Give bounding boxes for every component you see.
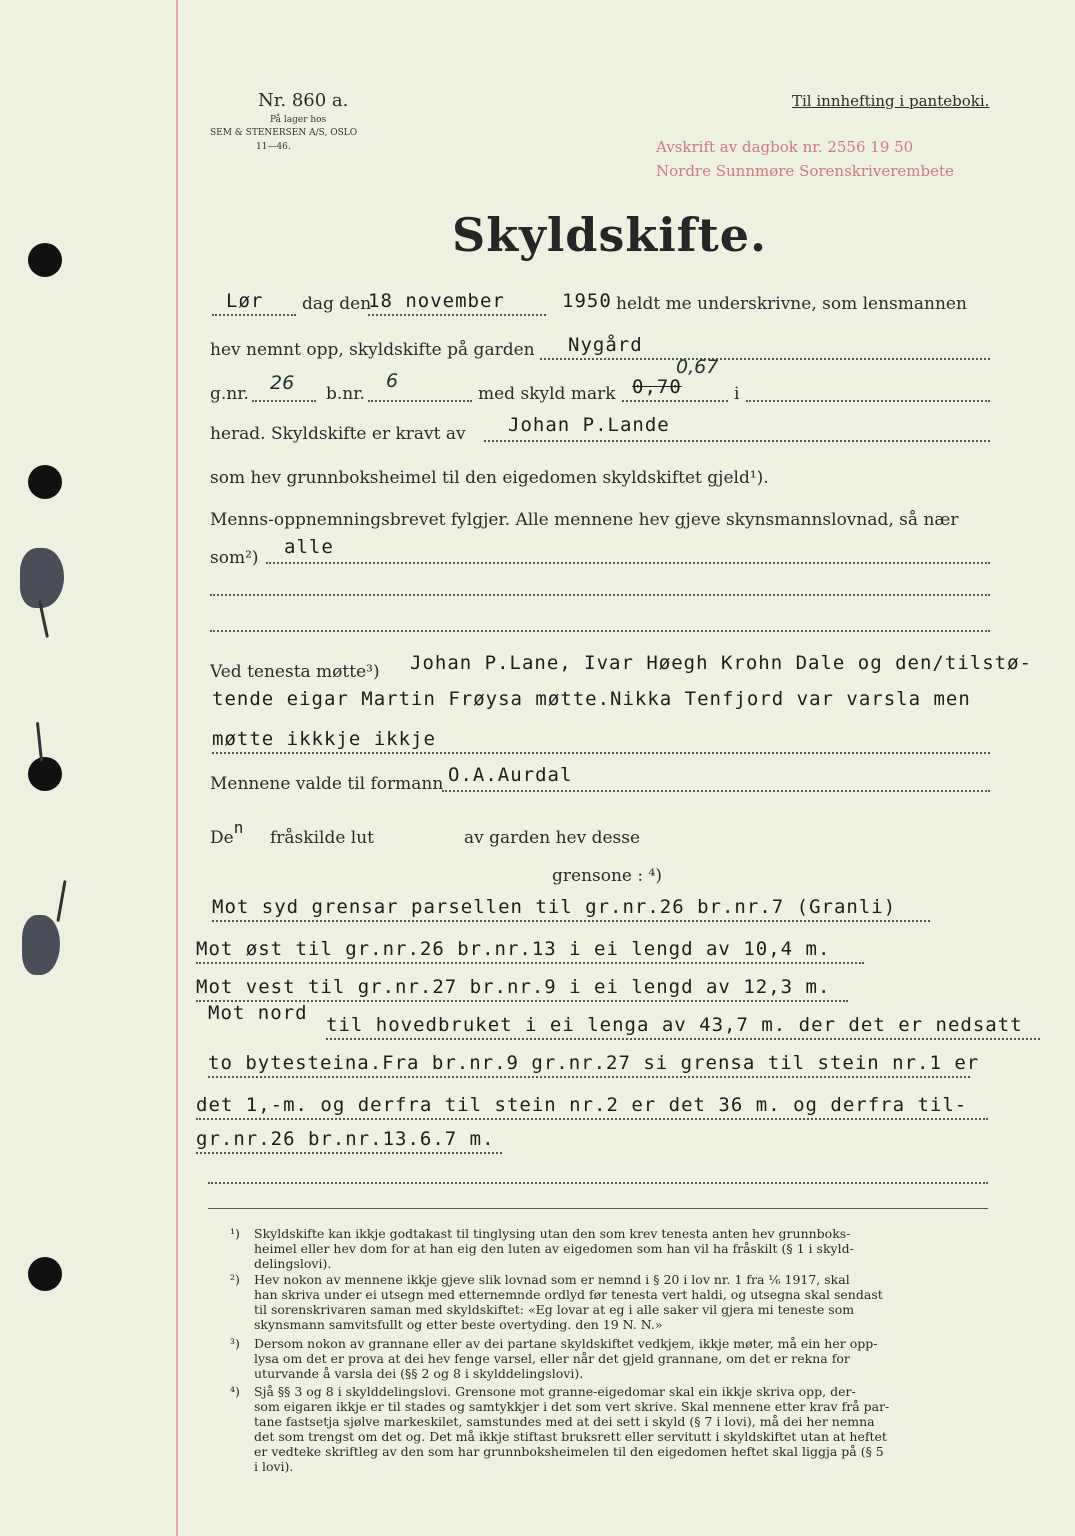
date-value: 18 november — [368, 290, 505, 312]
label-text: fråskilde lut — [270, 828, 375, 848]
footnote-number: ⁴) — [230, 1384, 240, 1399]
label-text: av garden hev desse — [464, 828, 641, 848]
boundary-line: to bytesteina.Fra br.nr.9 gr.nr.27 si grensa til stein nr.1 er — [208, 1052, 980, 1074]
boundary-line: Mot nord — [208, 1002, 308, 1024]
skyld-new-value: 0,67 — [676, 356, 719, 378]
label-text: g.nr. — [210, 384, 249, 404]
fill-line — [212, 752, 990, 754]
form-number: Nr. 860 a. — [258, 90, 349, 111]
fill-line — [368, 314, 546, 316]
fill-line — [210, 594, 990, 596]
label-text: b.nr. — [326, 384, 365, 404]
publisher-line: SEM & STENERSEN A/S, OSLO — [210, 128, 358, 138]
skyld-old-value: 0,70 — [632, 376, 682, 398]
boundary-line: Mot syd grensar parsellen til gr.nr.26 br.nr.7 (Granli) — [212, 896, 897, 918]
footnote-rule — [208, 1208, 988, 1209]
register-stamp: Nordre Sunnmøre Sorenskriverembete — [656, 162, 954, 180]
chairman-value: O.A.Aurdal — [448, 764, 573, 786]
boundary-line: det 1,-m. og derfra til stein nr.2 er det 36 m. og derfra til- — [196, 1094, 968, 1116]
attendees-value: møtte ikkkje ikkje — [212, 728, 436, 750]
footnote-number: ²) — [230, 1272, 240, 1287]
pen-stroke — [36, 722, 43, 762]
boundary-line: gr.nr.26 br.nr.13.6.7 m. — [196, 1128, 495, 1150]
fill-line — [252, 400, 316, 402]
footnote — [230, 1384, 994, 1474]
fill-line — [196, 1118, 988, 1120]
margin-line — [176, 0, 178, 1536]
pen-stroke — [56, 880, 66, 922]
label-text: med skyld mark — [478, 384, 616, 404]
fill-line — [212, 920, 930, 922]
fill-line — [208, 1182, 988, 1184]
label-text: Menns-oppnemningsbrevet fylgjer. Alle mennene hev gjeve skynsmannslovnad, så nær — [210, 510, 959, 530]
footnote-text: Dersom nokon av grannane eller av dei partane skyldskiftet vedkjem, ikkje møter, må ein her opp- lysa om det er prova at dei hev fenge varsel, eller når det gjeld grannane, om det er rekna for uturvande å varsla dei (§§ 2 og 8 i skylddelingslovi). — [254, 1336, 878, 1381]
fill-line — [484, 440, 990, 442]
binder-hole — [28, 465, 62, 499]
fill-line — [368, 400, 472, 402]
binder-hole — [28, 757, 62, 791]
label-text: som²) — [210, 548, 259, 568]
fill-line — [326, 1038, 1040, 1040]
farm-value: Nygård — [568, 334, 643, 356]
register-stamp: Avskrift av dagbok nr. 2556 19 50 — [656, 138, 914, 156]
boundary-line: til hovedbruket i ei lenga av 43,7 m. der det er nedsatt — [326, 1014, 1023, 1036]
label-text: som hev grunnboksheimel til den eigedomen skyldskiftet gjeld¹). — [210, 468, 769, 488]
ink-smudge — [20, 548, 64, 608]
footnote — [230, 1336, 994, 1381]
label-text: hev nemnt opp, skyldskifte på garden — [210, 340, 535, 360]
attendees-value: Johan P.Lane, Ivar Høegh Krohn Dale og den/tilstø- — [410, 652, 1032, 674]
binder-hole — [28, 243, 62, 277]
publisher-line: 11—46. — [256, 142, 291, 152]
fill-line — [210, 630, 990, 632]
fill-line — [540, 358, 990, 360]
page-title: Skyldskifte. — [452, 208, 768, 262]
attendees-value: tende eigar Martin Frøysa møtte.Nikka Tenfjord var varsla men — [212, 688, 971, 710]
year-value: 1950 — [562, 290, 612, 312]
fill-line — [442, 790, 990, 792]
fill-line — [622, 400, 728, 402]
footnote — [230, 1226, 994, 1271]
footnote-text: Skyldskifte kan ikkje godtakast til tinglysing utan den som krev tenesta anten hev grunnboks- heimel eller hev dom for at han eig den luten av eigedomen som han vil ha fråskilt (§ 1 i skyld- delingslovi). — [254, 1226, 854, 1271]
label-text: Den — [210, 818, 245, 848]
fill-line — [746, 400, 990, 402]
bnr-value: 6 — [386, 370, 399, 392]
fill-line — [212, 314, 296, 316]
fill-line — [196, 1152, 502, 1154]
fill-line — [266, 562, 990, 564]
label-text: grensone : ⁴) — [552, 866, 662, 886]
gnr-value: 26 — [270, 372, 295, 394]
footnote-number: ¹) — [230, 1226, 240, 1241]
footnote-text: Sjå §§ 3 og 8 i skylddelingslovi. Grensone mot granne-eigedomar skal ein ikkje skriva opp, der- som eigaren ikkje er til stades og samtykkjer i det som vert skrive. Skal mennene etter krav frå par- tane fastsetja sjølve markeskilet, samstundes med at dei sett i skyld (§ 7 i lovi), må dei her nemna det som trengst om det og. Det må ikkje stiftast bruksrett eller servitutt i skyldskiftet utan at heftet er vedteke skriftleg av den som har grunnboksheimelen til den eigedomen heftet skal liggja på (§ 5 i lovi). — [254, 1384, 890, 1474]
requester-value: Johan P.Lande — [508, 414, 670, 436]
weekday-value: Lør — [226, 290, 264, 312]
label-text: dag den — [302, 294, 372, 314]
label-text: Ved tenesta møtte³) — [210, 662, 380, 682]
binder-hole — [28, 1257, 62, 1291]
footnote-text: Hev nokon av mennene ikkje gjeve slik lovnad som er nemnd i § 20 i lov nr. 1 fra ⅙ 1917, skal han skriva under ei utsegn med etternemnde ordlyd før tenesta vert haldi, og utsegna skal sendast til sorenskrivaren saman med skyldskiftet: «Eg lovar at eg i alle saker vil gjera mi teneste som skynsmann samvitsfullt og etter beste overtyding. den 19 N. N.» — [254, 1272, 883, 1332]
footnote-number: ³) — [230, 1336, 240, 1351]
label-text: i — [734, 384, 740, 404]
sworn-value: alle — [284, 536, 334, 558]
fill-line — [208, 1076, 970, 1078]
publisher-line: På lager hos — [270, 115, 327, 125]
label-text: heldt me underskrivne, som lensmannen — [616, 294, 967, 314]
boundary-line: Mot vest til gr.nr.27 br.nr.9 i ei lengd av 12,3 m. — [196, 976, 831, 998]
fill-line — [196, 962, 864, 964]
label-text: Mennene valde til formann — [210, 774, 444, 794]
label-text: herad. Skyldskifte er kravt av — [210, 424, 466, 444]
right-header: Til innhefting i panteboki. — [792, 92, 990, 110]
boundary-line: Mot øst til gr.nr.26 br.nr.13 i ei lengd av 10,4 m. — [196, 938, 831, 960]
footnote — [230, 1272, 994, 1332]
ink-smudge — [22, 915, 60, 975]
